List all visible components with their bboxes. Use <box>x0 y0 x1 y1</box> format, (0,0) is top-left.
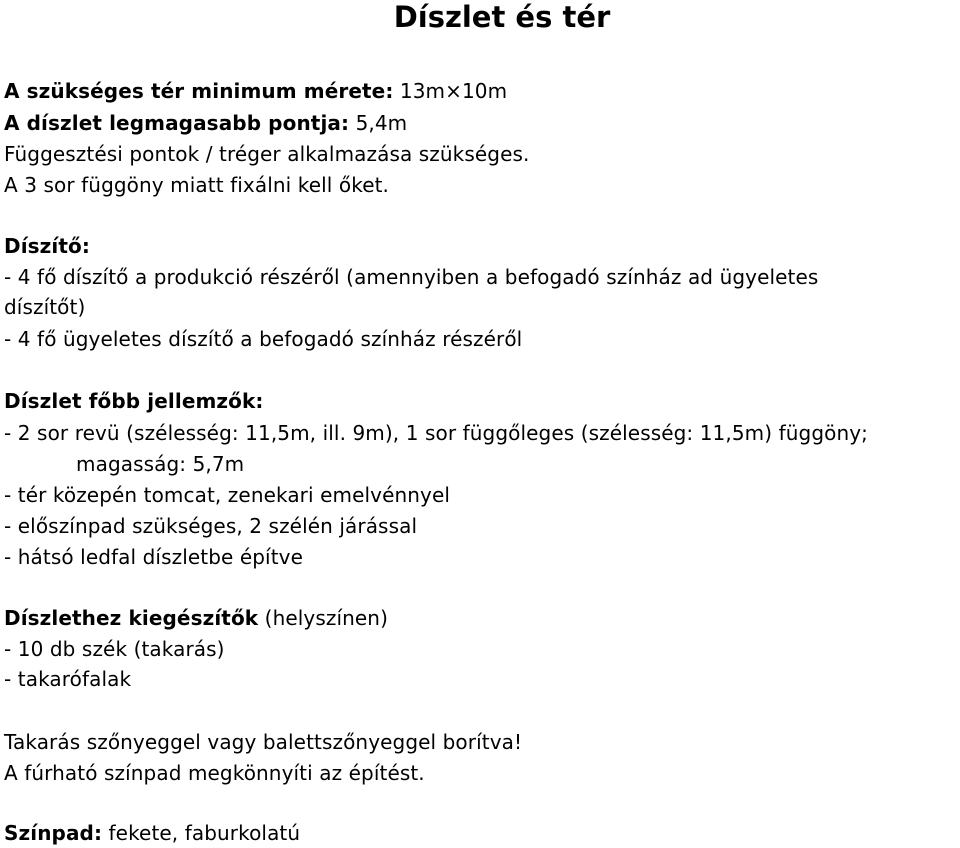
stage-value: fekete, faburkolatú <box>102 821 301 845</box>
notes-line-1: Takarás szőnyeggel vagy balettszőnyeggel borítva! <box>4 730 523 754</box>
curtain-note: A 3 sor függöny miatt fixálni kell őket. <box>4 173 389 197</box>
features-item-2: - tér közepén tomcat, zenekari emelvénnyel <box>4 483 451 507</box>
notes-line-2: A fúrható színpad megkönnyíti az építést. <box>4 761 425 785</box>
min-size-line <box>4 78 507 104</box>
decorators-heading: Díszítő: <box>4 234 90 258</box>
decorators-item-1-cont: díszítőt) <box>4 295 86 319</box>
decorators-item-2: - 4 fő ügyeletes díszítő a befogadó színház részéről <box>4 327 523 351</box>
features-item-4: - hátsó ledfal díszletbe építve <box>4 545 303 569</box>
stage-line <box>4 820 300 846</box>
accessories-heading-line <box>4 605 388 631</box>
rigging-note: Függesztési pontok / tréger alkalmazása szükséges. <box>4 142 530 166</box>
height-value: 5,4m <box>355 111 408 135</box>
features-item-3: - előszínpad szükséges, 2 szélén járással <box>4 514 418 538</box>
features-item-1: - 2 sor revü (szélesség: 11,5m, ill. 9m), 1 sor függőleges (szélesség: 11,5m) függöny; <box>4 421 868 445</box>
height-line <box>4 110 407 136</box>
page-title: Díszlet és tér <box>393 0 611 34</box>
height-label: A díszlet legmagasabb pontja: <box>4 111 350 135</box>
accessories-heading: Díszlethez kiegészítők <box>4 606 259 630</box>
stage-label: Színpad: <box>4 821 103 845</box>
accessories-item-1: - 10 db szék (takarás) <box>4 637 225 661</box>
features-heading: Díszlet főbb jellemzők: <box>4 389 264 413</box>
min-size-value: 13m×10m <box>399 79 508 103</box>
features-item-1-cont: magasság: 5,7m <box>76 452 245 476</box>
decorators-item-1: - 4 fő díszítő a produkció részéről (amennyiben a befogadó színház ad ügyeletes <box>4 265 819 289</box>
min-size-label: A szükséges tér minimum mérete: <box>4 79 394 103</box>
accessories-heading-suffix: (helyszínen) <box>258 606 388 630</box>
accessories-item-2: - takarófalak <box>4 667 132 691</box>
